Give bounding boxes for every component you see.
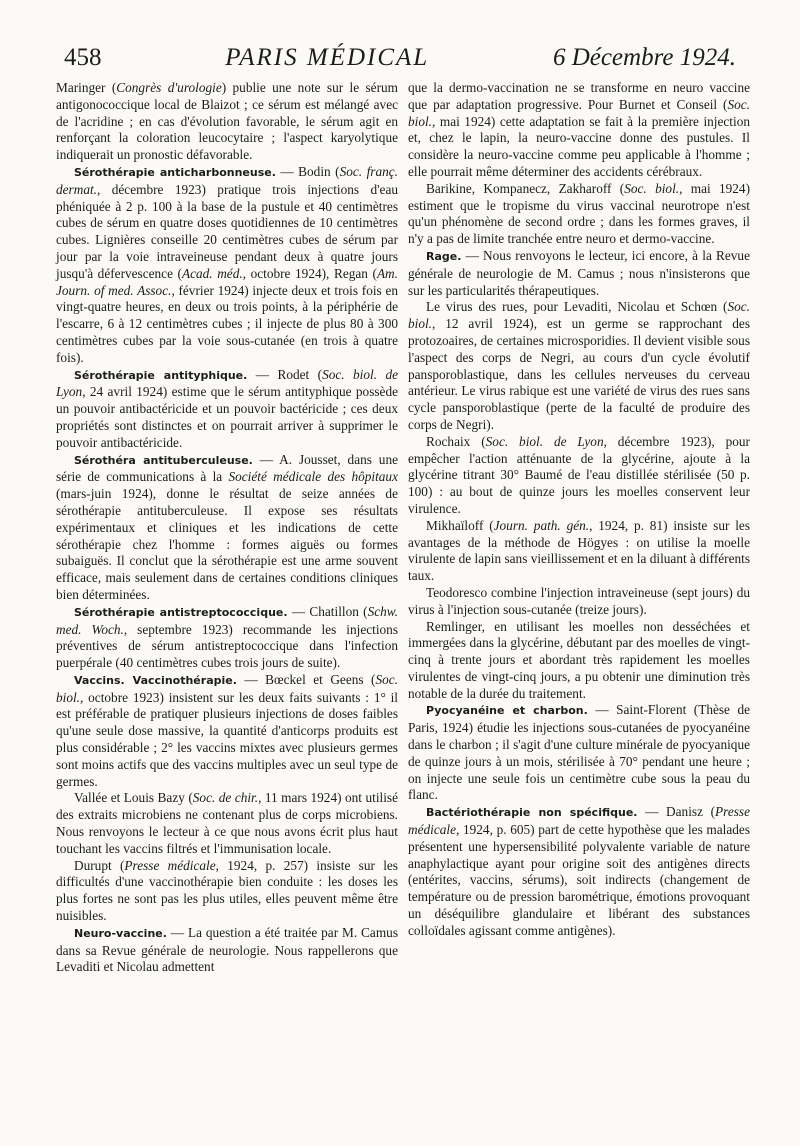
- body-text: Rochaix (: [426, 433, 486, 449]
- body-text: (mars-juin 1924), donne le résultat de seize années de sérothérapie antituberculeuse. Il expose ses résultats expérimentaux et cliniques et les indications de cette sérothérapie chez l'homme : formes aiguës ou formes subaiguës. Il conclut que la sérothérapie est une arme souvent efficace, mais seulement dans de certaines conditions cliniques bien déterminées.: [56, 486, 398, 602]
- body-text: — A. Jousset, dans une série de communications à la: [56, 451, 398, 485]
- paragraph: [56, 367, 398, 452]
- section-heading: Neuro-vaccine.: [74, 926, 167, 940]
- section-heading: Vaccins. Vaccinothérapie.: [74, 673, 237, 687]
- citation-source: Soc. biol.: [56, 671, 398, 705]
- citation-source: Société médicale des hôpitaux: [228, 469, 398, 485]
- citation-source: Soc. biol.: [408, 299, 750, 332]
- body-text: — Rodet (: [247, 366, 323, 382]
- body-text: — Bœckel et Geens (: [236, 671, 376, 687]
- body-text: Durupt (: [74, 857, 125, 873]
- body-text: — Chatillon (: [287, 603, 368, 619]
- body-text: , 1924, p. 257) insiste sur les difficultés d'une vaccinothérapie bien conduite : les doses les plus fortes ne sont pas les plus utiles, elles peuvent même être nuisibles.: [56, 857, 398, 924]
- section-heading: Pyocyanéine et charbon.: [426, 704, 588, 718]
- citation-source: Congrès d'urologie: [116, 80, 222, 95]
- body-text: , 12 avril 1924), est un germe se rapprochant des protozoaires, de certaines microsporidies. Il devient visible sous l'aspect des corps de Negri, au cours d'un cycle évolutif pansporoblastique, dans les cellules nerveuses du cerveau antérieur. Le virus rabique est une variété de virus des rues sans cycle pansporoblastique (perte de la faculté de produire des corps de Negri).: [408, 316, 750, 432]
- issue-date: 6 Décembre 1924.: [552, 44, 736, 71]
- body-text: , 11 mars 1924) ont utilisé des extraits microbiens ne contenant plus de corps microbiens. Nous renvoyons le lecteur à ce que nous avons écrit plus haut touchant les vaccins filtrés et l'immunisation locale.: [56, 790, 398, 856]
- citation-source: Journ. path. gén.: [493, 517, 590, 533]
- paragraph: [408, 248, 750, 299]
- page-number: 458: [64, 44, 102, 71]
- section-heading: Rage.: [426, 249, 462, 263]
- body-text: , mai 1924) estiment que le tropisme du virus vaccinal neurotrope n'est qu'un phénomène de second ordre ; dans les formes graves, il n'y a pas de limite tranchée entre neuro et dermo-vaccine.: [408, 180, 751, 247]
- citation-source: Soc. biol.: [624, 180, 680, 196]
- body-text: Remlinger, en utilisant les moelles non desséchées et immergées dans la glycérine, débutant par des moelles de vingt-cinq à trente jours et abordant très rapidement les moelles virulentes de vingt-cinq jours, a pu obtenir une diminution très notable de la durée du traitement.: [408, 618, 750, 701]
- body-text: Mikhaïloff (: [426, 517, 494, 533]
- paragraph: [56, 858, 398, 925]
- body-text: , octobre 1923) insistent sur les deux faits suivants : 1° il est préférable de pratiquer plusieurs injections de doses faibles qu'une seule dose massive, la quantité d'anticorps produits est plus considérable ; 2° les vaccins mixtes avec plusieurs germes sont moins actifs que des vaccins multiples avec un seul type de germes.: [56, 689, 398, 789]
- body-text: — Nous renvoyons le lecteur, ici encore, à la Revue générale de neurologie de M. Camus ; nous n'insisterons que sur les particularités thérapeutiques.: [408, 247, 750, 298]
- body-text: , décembre 1923) pratique trois injections d'eau phéniquée à 2 p. 100 à la base de la pustule et 40 centimètres cubes de sérum en quatre doses quotidiennes de 10 centimètres cubes. Lignières conseille 20 centimètres cubes de sérum par jour par la voie intraveineuse pendant deux à quatre jours jusqu'à défervescence (: [56, 181, 398, 281]
- body-text: — Bodin (: [275, 163, 340, 179]
- citation-source: Soc. franç. dermat.: [56, 163, 398, 197]
- paragraph: [56, 925, 398, 976]
- paragraph: [56, 672, 398, 791]
- running-header: [64, 44, 736, 76]
- citation-source: Soc. biol. de Lyon: [56, 366, 398, 400]
- body-text: Le virus des rues, pour Levaditi, Nicolau et Schœn (: [426, 299, 728, 315]
- left-column: [56, 80, 398, 976]
- body-text: Vallée et Louis Bazy (: [74, 790, 193, 806]
- body-text: , 24 avril 1924) estime que le sérum antityphique possède un pouvoir antibactéricide et un pouvoir bactéricide ; ces deux propriétés sont distinctes et on pourrait arriver à supprimer le pouvoir antibactéricide.: [56, 384, 398, 450]
- paragraph: [56, 164, 398, 367]
- section-heading: Bactériothérapie non spécifique.: [426, 806, 638, 820]
- paragraph: [408, 434, 750, 518]
- paragraph: [56, 452, 398, 604]
- body-text: ) publie une note sur le sérum antigonococcique local de Blaizot ; ce sérum est mélangé avec de l'acridine ; en cas d'évolution favorable, le sérum agit en renforçant la coloration leucocytaire ; l'aspect karyolytique indiquerait un pronostic défavorable.: [56, 80, 398, 163]
- paragraph: [408, 181, 750, 248]
- body-text: — Danisz (: [637, 804, 716, 820]
- body-text: Maringer (: [56, 80, 117, 95]
- body-text: , octobre 1924), Regan (: [242, 265, 377, 281]
- body-text: Teodoresco combine l'injection intraveineuse (sept jours) du virus à l'injection sous-cutanée (treize jours).: [408, 584, 750, 617]
- citation-source: Soc. de chir.: [192, 790, 259, 806]
- paragraph: [56, 790, 398, 857]
- body-text: , septembre 1923) recommande les injections préventives de sérum antistreptococcique dans l'infection puerpérale (40 centimètres cubes trois jours de suite).: [56, 621, 398, 671]
- section-heading: Sérothérapie antityphique.: [74, 368, 248, 382]
- citation-source: Soc. biol. de Lyon: [485, 433, 604, 449]
- section-heading: Sérothérapie anticharbonneuse.: [74, 165, 276, 179]
- paragraph: [56, 604, 398, 672]
- body-text: — La question a été traitée par M. Camus dans sa Revue générale de neurologie. Nous rappellerons que Levaditi et Nicolau admettent: [56, 924, 398, 975]
- citation-source: Soc. biol.: [408, 96, 750, 129]
- body-text: , décembre 1923), pour empêcher l'action atténuante de la glycérine, ajoute à la glycérine titrant 30° Baumé de l'eau distillée stérilisée (50 p. 100) : au bout de quinze jours les moelles conservent leur virulence.: [408, 433, 750, 516]
- paragraph: [408, 585, 750, 619]
- journal-title: PARIS MÉDICAL: [225, 44, 430, 71]
- body-text: que la dermo-vaccination ne se transforme en neuro vaccine que par adaptation progressive. Pour Burnet et Conseil (: [408, 80, 750, 112]
- body-text: — Saint-Florent (Thèse de Paris, 1924) étudie les injections sous-cutanées de pyocyanéine dans le charbon ; il s'agit d'une culture minérale de pyocyanique de quinze jours à un mois, stérilisée à 70° pendant une heure ; on injecte une seule fois un centimètre cube sous la peau du flanc.: [408, 702, 750, 803]
- paragraph: [408, 702, 750, 804]
- paragraph: [408, 80, 750, 181]
- body-text: , 1924, p. 81) insiste sur les avantages de la méthode de Högyes : on utilise la moelle virulente de lapin sans vieillissement et en la diluant à différents taux.: [408, 517, 750, 584]
- paragraph: [56, 80, 398, 164]
- citation-source: Am. Journ. of med. Assoc.: [56, 265, 398, 298]
- citation-source: Presse médicale: [408, 804, 751, 838]
- citation-source: Schw. med. Woch.: [56, 603, 398, 637]
- paragraph: [408, 804, 750, 939]
- section-heading: Sérothérapie antistreptococcique.: [74, 605, 288, 619]
- right-column: [408, 80, 750, 940]
- paragraph: [408, 299, 750, 433]
- body-text: Barikine, Kompanecz, Zakharoff (: [426, 180, 625, 196]
- section-heading: Sérothéra antituberculeuse.: [74, 453, 253, 467]
- body-text: , mai 1924) cette adaptation se fait à la première injection et, chez le lapin, la neuro-vaccine donne des pustules. Il considère la neuro-vaccine comme peu applicable à l'homme ; elle pourrait même déterminer des accidents cérébraux.: [408, 113, 750, 179]
- paragraph: [408, 518, 750, 585]
- body-text: , 1924, p. 605) part de cette hypothèse que les malades présentent une hypersensibilité polyvalente variable de nature anaphylactique ayant pour origine soit des antigènes directs (entérites, vaccins, sérums), soit indirects (changement de température ou de pression barométrique, émotions provoquant un déséquilibre glandulaire et libérant des substances colloïdales agissant comme antigènes).: [408, 822, 750, 938]
- paragraph: [408, 619, 750, 703]
- body-text: , février 1924) injecte deux et trois fois en vingt-quatre heures, en deux ou trois points, à la périphérie de l'escarre, 6 à 12 centimètres cubes ; il injecte de plus 80 à 300 centimètres cubes par la voie sous-cutanée (en trois à quatre fois).: [56, 282, 398, 365]
- citation-source: Acad. méd.: [181, 265, 243, 281]
- citation-source: Presse médicale: [124, 857, 216, 873]
